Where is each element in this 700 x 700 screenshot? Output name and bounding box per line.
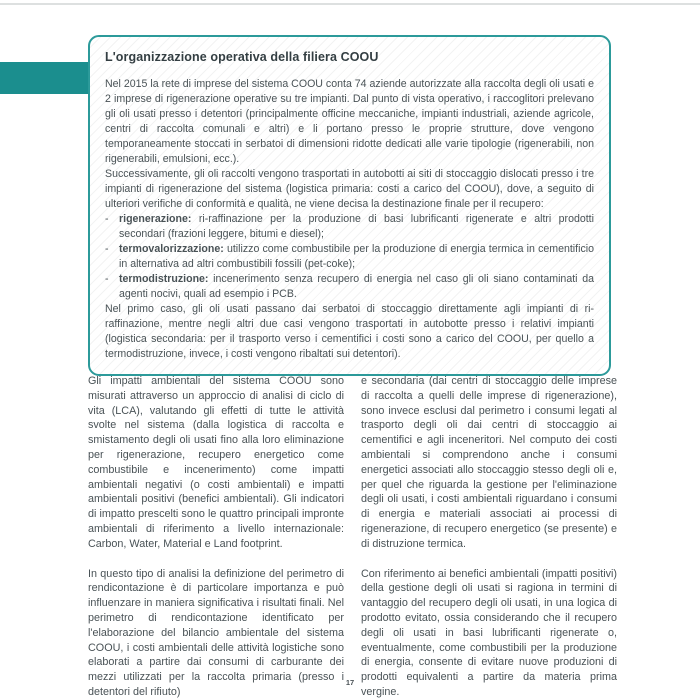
bullet-dash: - [105,273,109,285]
page-number: 17 [345,678,355,687]
bullet-item-termovalorizzazione [105,242,594,272]
section-marker-band [0,62,90,94]
bullet-dash: - [105,213,109,225]
box-paragraph: Nel 2015 la rete di imprese del sistema COOU conta 74 aziende autorizzate alla raccolta degli oli usati e 2 imprese di rigenerazione operative su tre impianti. Dal punto di vista operativo, i raccoglitori prelevano gli oli usati presso i detentori (principalmente officine meccaniche, impianti industriali, aziende agricole, centri di raccolta comunali e altri) e li portano presso le proprie strutture, dove vengono temporaneamente stoccati in serbatoi di dimensioni ridotte dedicati alle varie tipologie (rigenerabili, non rigenerabili, emulsioni, ecc.). [105,78,594,165]
bullet-term: termodistruzione: [119,273,209,285]
body-paragraph: Gli impatti ambientali del sistema COOU sono misurati attraverso un approccio di analisi di ciclo di vita (LCA), valutando gli effetti di tutte le attività svolte nel sistema (dalla logistica di raccolta e smistamento degli oli usati fino alla loro eliminazione per rigenerazione, recupero energetico come combustibile e incenerimento) come impatti ambientali negativi (o costi ambientali) e impatti ambientali positivi (benefici ambientali). Gli indicatori di impatto prescelti sono le quattro principali impronte ambientali di riferimento a livello internazionale: Carbon, Water, Material e Land footprint. [88,375,344,550]
bullet-text: incenerimento senza recupero di energia nel caso gli oli siano contaminati da agenti nocivi, quali ad esempio i PCB. [119,273,594,300]
body-paragraph: Con riferimento ai benefici ambientali (impatti positivi) della gestione degli oli usati si ragiona in termini di vantaggio del recupero degli oli usati, in una logica di prodotto evitato, ossia considerando che il recupero degli oli usati in basi lubrificanti rigenerate o, eventualmente, come combustibili per la produzione di energia, consente di evitare nuove produzioni di prodotti equivalenti a partire da materia prima vergine. [361,567,617,698]
bullet-item-rigenerazione [105,212,594,242]
bullet-content [119,242,594,272]
bullet-text: utilizzo come combustibile per la produzione di energia termica in cementificio in alternativa ad altri combustibili fossili (pet-coke); [119,243,594,270]
bullet-text: ri-raffinazione per la produzione di basi lubrificanti rigenerate e altri prodotti secondari (frazioni leggere, bitumi e diesel); [119,213,594,240]
body-paragraph: e secondaria (dai centri di stoccaggio delle imprese di raccolta a quelli delle imprese di rigenerazione), sono invece esclusi dal perimetro i consumi legati al trasporto degli oli dai centri di stoccaggio ai cementifici e agli inceneritori. Nel computo dei costi ambientali si comprendono anche i consumi energetici associati allo stoccaggio stesso degli oli e, per quel che riguarda la gestione per l'eliminazione degli oli usati, i costi ambientali riguardano i consumi di energia e materiali associati ai processi di rigenerazione, di recupero energetico (se presente) e di distruzione termica. [361,375,617,550]
box-body [105,77,594,362]
box-paragraph: Successivamente, gli oli raccolti vengono trasportati in autobotti ai siti di stoccaggio dislocati presso i tre impianti di rigenerazione del sistema (logistica primaria: costi a carico del COOU), dove, a seguito di ulteriori verifiche di conformità e qualità, ne viene decisa la destinazione finale per il recupero: [105,168,594,210]
bullet-content [119,212,594,242]
right-column [361,374,617,700]
bullet-content [119,272,594,302]
page-top-divider [0,3,700,5]
highlight-box [88,35,611,376]
bullet-item-termodistruzione [105,272,594,302]
bullet-term: termovalorizzazione: [119,243,224,255]
bullet-term: rigenerazione: [119,213,192,225]
bullet-dash: - [105,243,109,255]
box-paragraph: Nel primo caso, gli oli usati passano dai serbatoi di stoccaggio direttamente agli impianti di ri-raffinazione, mentre negli altri due casi vengono trasportati in autobotte presso i relativi impianti (logistica secondaria: per il trasporto verso i cementifici i costi sono a carico del COOU, per quello a termodistruzione, invece, i costi vengono ribaltati sui detentori). [105,303,594,360]
body-paragraph: In questo tipo di analisi la definizione del perimetro di rendicontazione è di particolare importanza e può influenzare in maniera significativa i risultati finali. Nel perimetro di rendicontazione identificato per l'elaborazione del bilancio ambientale del sistema COOU, i costi ambientali delle attività logistiche sono elaborati a partire dai consumi di carburante dei mezzi utilizzati per la raccolta primaria (presso i detentori del rifiuto) [88,567,344,698]
left-column [88,374,344,700]
box-title: L'organizzazione operativa della filiera COOU [105,50,379,64]
body-columns [88,374,617,700]
